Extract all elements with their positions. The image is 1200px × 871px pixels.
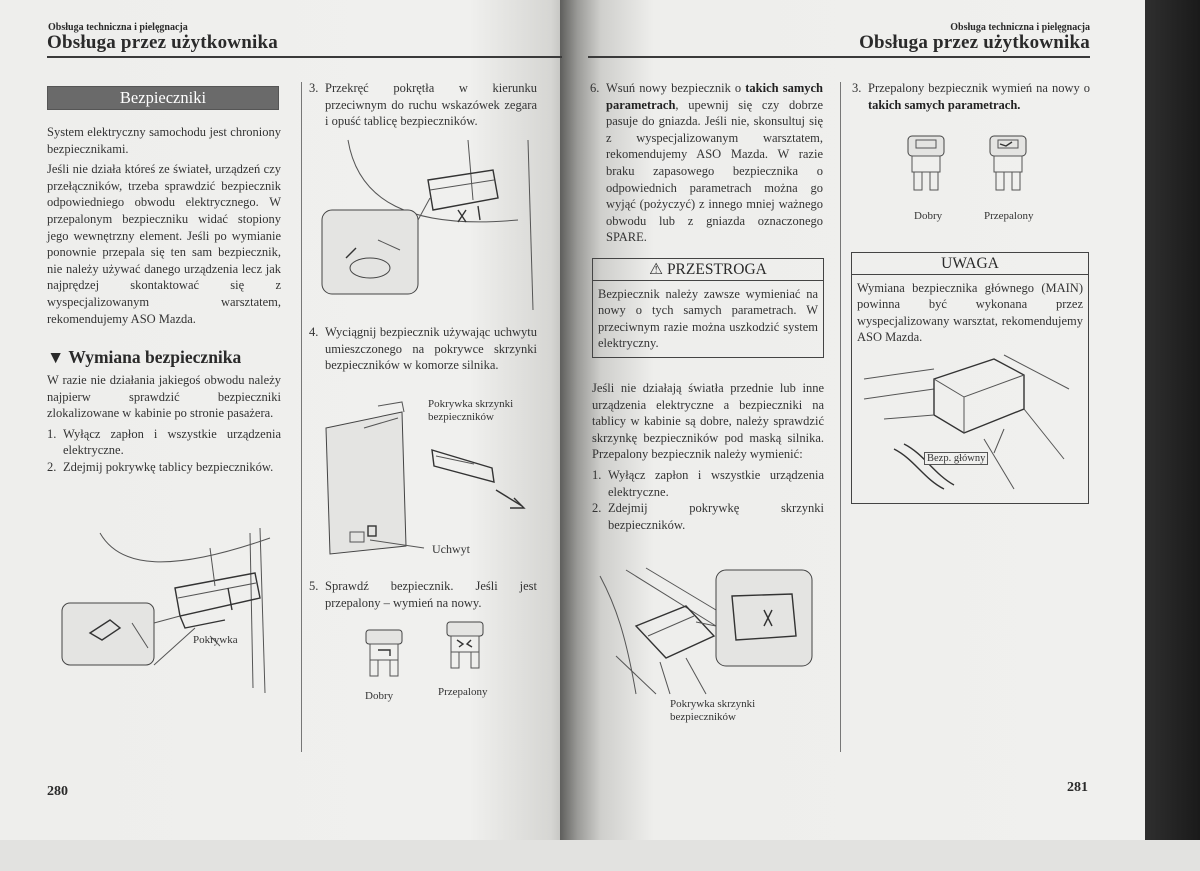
figure-cabin-fuse-panel	[60, 528, 280, 696]
intro-paragraph-1: System elektryczny samochodu jest chroniony bezpiecznikami.	[47, 125, 281, 156]
caption-fuse-good: Dobry	[914, 210, 943, 222]
left-col1-text	[47, 124, 281, 331]
note-text: Wymiana bezpiecznika głównego (MAIN) powinna być wykonana przez wyspecjalizowany warsztat, rekomendujemy ASO Mazda.	[857, 281, 1083, 345]
warning-triangle-icon: ⚠	[649, 261, 664, 278]
scan-bottom-strip	[0, 840, 1200, 871]
right-col1-step6: 6. Wsuń nowy bezpiecznik o takich samych parametrach, upewnij się czy dobrze pasuje do gniazda. Jeśli nie, skonsultuj się z wyspecjalizowanym warsztatem, rekomendujemy ASO Mazda. W razie braku zapasowego bezpiecznika o odpowiednich parametrach można go wyjąć (pożyczyć) z innego mniej ważnego obwodu lub z gniazda oznaczonego SPARE.	[590, 81, 823, 245]
book-edge	[1145, 0, 1200, 840]
note-box	[851, 252, 1089, 504]
caution-text: Bezpiecznik należy zawsze wymieniać na nowy o tych samych parametrach. W przeciwnym razie można uszkodzić system elektryczny.	[598, 287, 818, 351]
left-col2-step5: 5. Sprawdź bezpiecznik. Jeśli jest przepalony – wymień na nowy.	[309, 579, 537, 610]
right-col1-engine-text	[592, 380, 824, 533]
left-step-1: 1. Wyłącz zapłon i wszystkie urządzenia elektryczne.	[47, 426, 281, 458]
caption-cover: Pokrywka	[193, 634, 238, 646]
section-banner-fuses: Bezpieczniki	[47, 86, 279, 110]
caution-title: ⚠ PRZESTROGA	[593, 259, 823, 281]
engine-fuse-paragraph: Jeśli nie działają światła przednie lub inne urządzenia elektryczne a bezpieczniki na tablicy w kabinie są dobre, należy sprawdzić skrzynkę bezpieczników pod maską silnika. Przepalony bezpiecznik należy wymienić:	[592, 381, 824, 462]
caption-fuse-blown: Przepalony	[438, 686, 488, 698]
caption-fuse-blown: Przepalony	[984, 210, 1034, 222]
left-col1-steps	[47, 372, 281, 476]
caption-engine-fuse-box-cover: Pokrywka skrzynki bezpieczników	[670, 698, 756, 723]
section-title-fuse-replacement: ▼ Wymiana bezpiecznika	[47, 347, 242, 367]
left-header-section: Obsługa techniczna i pielęgnacja	[48, 22, 188, 33]
caption-holder: Uchwyt	[432, 542, 470, 556]
right-page-number: 281	[1067, 780, 1088, 795]
figure-main-fuse	[864, 349, 1074, 495]
figure-lower-fuse-panel	[318, 140, 538, 310]
caption-fuse-box-cover: Pokrywka skrzynki bezpieczników	[428, 398, 514, 423]
fuse-good-icon	[362, 628, 406, 678]
left-col2-step3: 3. Przekręć pokrętła w kierunku przeciwnym do ruchu wskazówek zegara i opuść tablicę bezpieczników.	[309, 81, 537, 129]
left-header-title: Obsługa przez użytkownika	[47, 32, 278, 53]
fuse-blown-icon	[986, 134, 1030, 194]
fuse-good-icon	[904, 134, 948, 194]
right-step-2: 2. Zdejmij pokrywkę skrzynki bezpieczników.	[592, 501, 824, 532]
caption-main-fuse: Bezp. główny	[924, 452, 988, 465]
right-header-section: Obsługa techniczna i pielęgnacja	[950, 22, 1090, 33]
caption-fuse-good: Dobry	[365, 690, 394, 702]
left-page-number: 280	[47, 784, 68, 799]
section-intro: W razie nie działania jakiegoś obwodu należy najpierw sprawdzić bezpieczniki zlokalizowane w kabinie po stronie pasażera.	[47, 373, 281, 421]
caution-box	[592, 258, 824, 358]
right-header-rule	[588, 56, 1090, 58]
right-column-divider	[840, 82, 841, 752]
fuse-blown-icon	[443, 620, 487, 670]
left-step-2: 2. Zdejmij pokrywkę tablicy bezpieczników.	[47, 459, 274, 474]
intro-paragraph-2: Jeśli nie działa któreś ze świateł, urządzeń czy przełączników, trzeba sprawdzić bezpiecznik odpowiedniego obwodu elektrycznego. W przepalonym bezpieczniku widać stopiony jego wewnętrzny element. Jeśli po wymianie ponownie przepala się ten sam bezpiecznik, nie należy używać danego urządzenia lecz jak najprędzej skontaktować się z wyspecjalizowanym warsztatem, rekomendujemy ASO Mazda.	[47, 162, 281, 326]
right-step-1: 1. Wyłącz zapłon i wszystkie urządzenia elektryczne.	[592, 467, 824, 499]
right-header-title: Obsługa przez użytkownika	[859, 32, 1090, 53]
left-col2-step4: 4. Wyciągnij bezpiecznik używając uchwytu umieszczonego na pokrywce skrzynki bezpieczników w komorze silnika.	[309, 325, 537, 373]
right-col2-step3: 3. Przepalony bezpiecznik wymień na nowy o takich samych parametrach.	[852, 81, 1090, 112]
left-column-divider	[301, 82, 302, 752]
note-title: UWAGA	[852, 253, 1088, 275]
figure-engine-fuse-box	[596, 566, 816, 696]
left-header-rule	[47, 56, 562, 58]
